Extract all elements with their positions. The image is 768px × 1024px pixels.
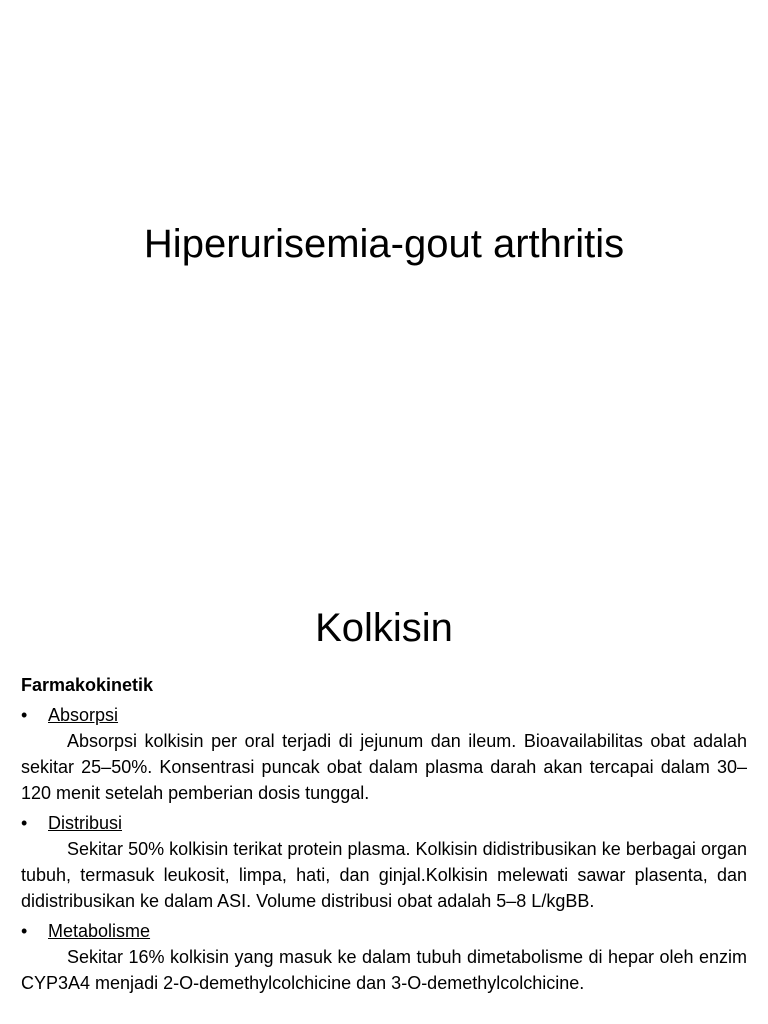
bullet-label: Metabolisme: [48, 921, 151, 941]
paragraph-distribusi: Sekitar 50% kolkisin terikat protein plasma. Kolkisin didistribusikan ke berbagai organ tubuh, termasuk leukosit, limpa, hati, dan ginjal.Kolkisin melewati sawar plasenta, dan didistribusikan ke dalam ASI. Volume distribusi obat adalah 5–8 L/kgBB.: [21, 839, 747, 911]
bullet-dot-icon: •: [21, 705, 28, 725]
bullet-dot-icon: •: [21, 813, 28, 833]
presentation-title: Hiperurisemia-gout arthritis: [143, 222, 625, 266]
bullet-label: Distribusi: [48, 813, 123, 833]
slide-body: [21, 672, 747, 1000]
slide-title: Kolkisin: [315, 606, 453, 650]
bullet-absorpsi: [21, 702, 747, 728]
paragraph-absorpsi: Absorpsi kolkisin per oral terjadi di jejunum dan ileum. Bioavailabilitas obat adalah sekitar 25–50%. Konsentrasi puncak obat dalam plasma darah akan tercapai dalam 30–120 menit setelah pemberian dosis tunggal.: [21, 731, 747, 803]
bullet-metabolisme: [21, 918, 747, 944]
bullet-label: Absorpsi: [48, 705, 119, 725]
section-heading: Farmakokinetik: [21, 675, 154, 695]
paragraph-metabolisme: Sekitar 16% kolkisin yang masuk ke dalam tubuh dimetabolisme di hepar oleh enzim CYP3A4 menjadi 2-O-demethylcolchicine dan 3-O-demethylcolchicine.: [21, 947, 747, 993]
bullet-distribusi: [21, 810, 747, 836]
bullet-dot-icon: •: [21, 921, 28, 941]
slide-kolkisin: [0, 576, 768, 1024]
